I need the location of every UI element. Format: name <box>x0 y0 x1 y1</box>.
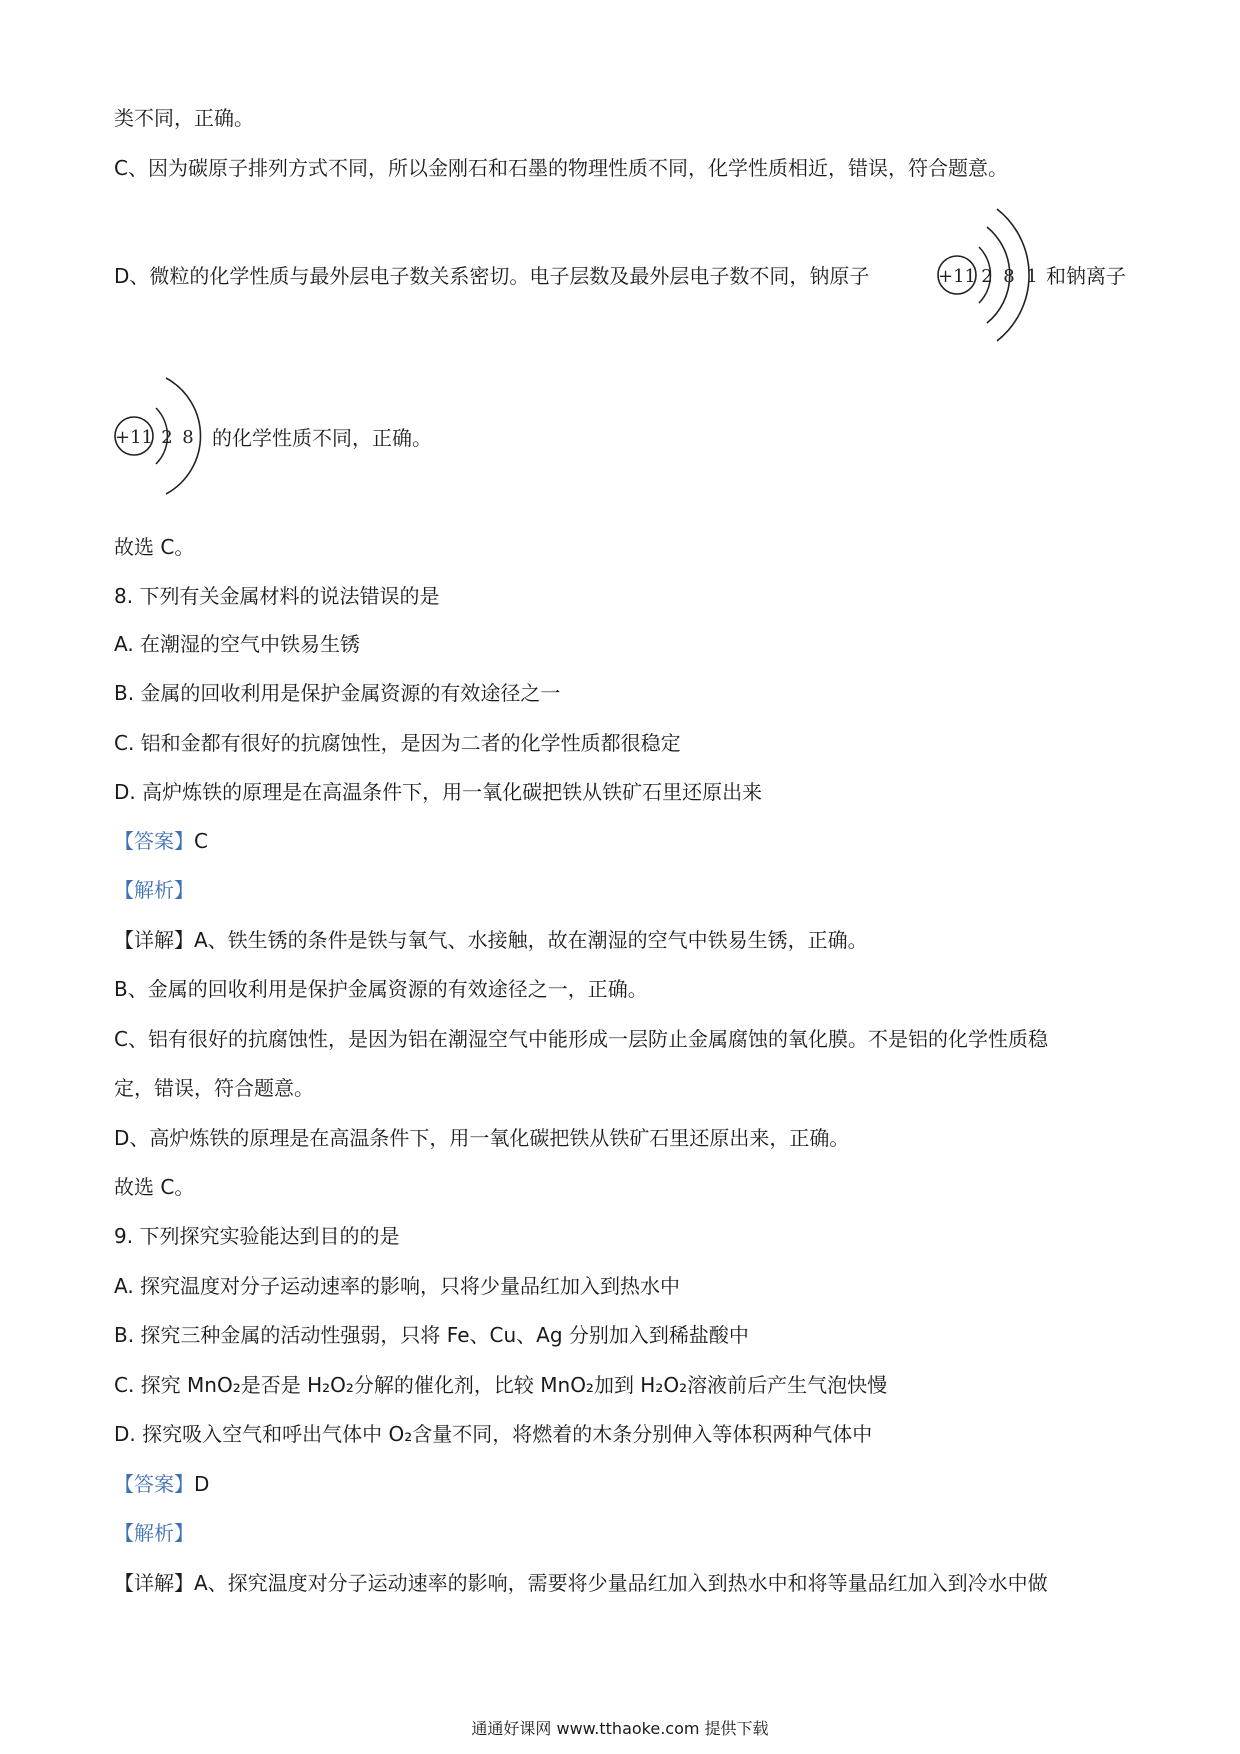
paragraph-line: 类不同，正确。 <box>114 106 254 130</box>
detail-line: C、铝有很好的抗腐蚀性，是因为铝在潮湿空气中能形成一层防止金属腐蚀的氧化膜。不是铝的化学性质稳 <box>114 1027 1048 1051</box>
paragraph-line: 故选 C。 <box>114 535 195 559</box>
shell-electron-count: 8 <box>1003 266 1015 287</box>
detail-line <box>114 926 868 954</box>
detail-line: B、金属的回收利用是保护金属资源的有效途径之一，正确。 <box>114 977 648 1001</box>
answer-value: C <box>194 829 208 853</box>
paragraph-line: D、微粒的化学性质与最外层电子数关系密切。电子层数及最外层电子数不同，钠原子 <box>114 264 870 288</box>
question-9-option-a: A. 探究温度对分子运动速率的影响，只将少量品红加入到热水中 <box>114 1274 681 1298</box>
shell-electron-count: 1 <box>1026 266 1038 287</box>
paragraph-line: C、因为碳原子排列方式不同，所以金刚石和石墨的物理性质不同，化学性质相近，错误，符合题意。 <box>114 156 1008 180</box>
question-8-stem: 8. 下列有关金属材料的说法错误的是 <box>114 584 440 608</box>
analysis-tag: 【解析】 <box>114 878 194 902</box>
detail-line: D、高炉炼铁的原理是在高温条件下，用一氧化碳把铁从铁矿石里还原出来，正确。 <box>114 1126 850 1150</box>
sodium-atom-diagram <box>935 205 1045 345</box>
question-8-option-d: D. 高炉炼铁的原理是在高温条件下，用一氧化碳把铁从铁矿石里还原出来 <box>114 780 763 804</box>
detail-text: A、探究温度对分子运动速率的影响，需要将少量品红加入到热水中和将等量品红加入到冷水中做 <box>194 1571 1048 1595</box>
answer-tag: 【答案】 <box>114 829 194 853</box>
analysis-tag: 【解析】 <box>114 1521 194 1545</box>
detail-line <box>114 1569 1048 1597</box>
question-8-option-a: A. 在潮湿的空气中铁易生锈 <box>114 632 361 656</box>
detail-line: 定，错误，符合题意。 <box>114 1076 314 1100</box>
shell-electron-count: 2 <box>161 427 173 448</box>
detail-line: 故选 C。 <box>114 1175 195 1199</box>
question-9-option-d: D. 探究吸入空气和呼出气体中 O₂含量不同，将燃着的木条分别伸入等体积两种气体中 <box>114 1422 873 1446</box>
detail-tag: 【详解】 <box>114 928 194 952</box>
answer-value: D <box>194 1472 210 1496</box>
question-9-answer <box>114 1470 209 1498</box>
question-8-answer <box>114 827 208 855</box>
page-footer: 通通好课网 www.tthaoke.com 提供下载 <box>471 1719 769 1738</box>
question-8-option-b: B. 金属的回收利用是保护金属资源的有效途径之一 <box>114 681 561 705</box>
nucleus-charge: +11 <box>938 266 976 287</box>
shell-electron-count: 2 <box>981 266 993 287</box>
paragraph-line: 的化学性质不同，正确。 <box>212 426 432 450</box>
sodium-ion-diagram <box>112 372 202 502</box>
question-9-option-c: C. 探究 MnO₂是否是 H₂O₂分解的催化剂，比较 MnO₂加到 H₂O₂溶液前后产生气泡快慢 <box>114 1373 888 1397</box>
shell-electron-count: 8 <box>182 427 194 448</box>
detail-text: A、铁生锈的条件是铁与氧气、水接触，故在潮湿的空气中铁易生锈，正确。 <box>194 928 868 952</box>
nucleus-charge: +11 <box>115 427 153 448</box>
question-8-option-c: C. 铝和金都有很好的抗腐蚀性，是因为二者的化学性质都很稳定 <box>114 731 681 755</box>
question-9-option-b: B. 探究三种金属的活动性强弱，只将 Fe、Cu、Ag 分别加入到稀盐酸中 <box>114 1323 749 1347</box>
answer-tag: 【答案】 <box>114 1472 194 1496</box>
paragraph-line: 和钠离子 <box>1046 264 1126 288</box>
question-9-stem: 9. 下列探究实验能达到目的的是 <box>114 1224 400 1248</box>
detail-tag: 【详解】 <box>114 1571 194 1595</box>
